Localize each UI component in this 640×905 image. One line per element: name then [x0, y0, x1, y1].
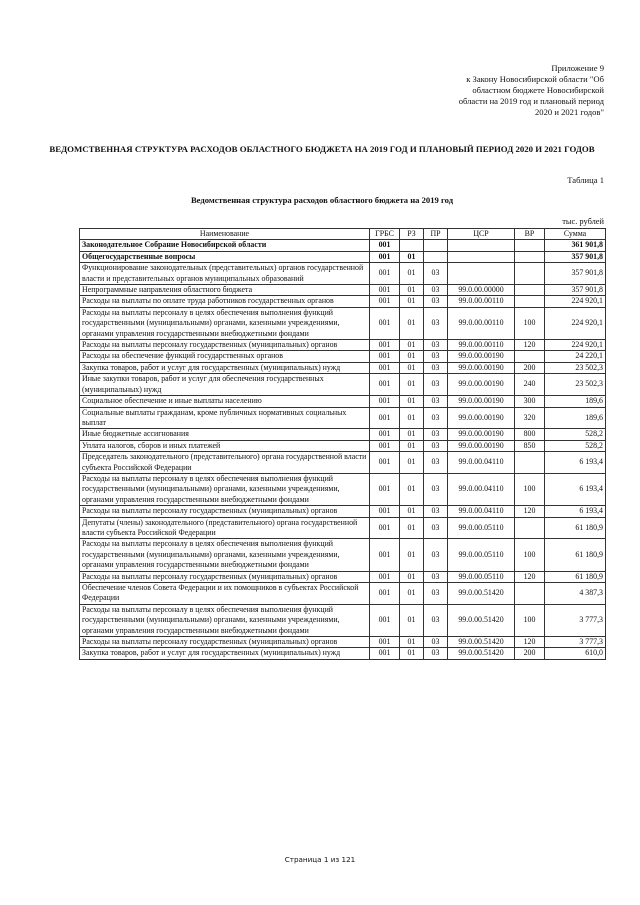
cell-csr: 99.0.00.00190: [448, 374, 515, 396]
cell-grbs: 001: [370, 251, 400, 262]
header-grbs: ГРБС: [370, 229, 400, 240]
cell-vr: 120: [515, 571, 545, 582]
cell-rz: 01: [400, 296, 424, 307]
cell-csr: 99.0.00.00190: [448, 440, 515, 451]
cell-pr: 03: [424, 429, 448, 440]
cell-name: Расходы на обеспечение функций государственных органов: [80, 351, 370, 362]
table-row: [80, 539, 606, 571]
cell-grbs: 001: [370, 637, 400, 648]
table-row: [80, 637, 606, 648]
cell-vr: 200: [515, 648, 545, 659]
table-body: [80, 240, 606, 659]
cell-vr: 120: [515, 340, 545, 351]
table-row: [80, 506, 606, 517]
cell-name: Иные закупки товаров, работ и услуг для обеспечения государственных (муниципальных) нужд: [80, 374, 370, 396]
cell-grbs: 001: [370, 263, 400, 285]
cell-sum: 610,0: [545, 648, 606, 659]
table-header-row: [80, 229, 606, 240]
cell-sum: 61 180,9: [545, 517, 606, 539]
table-number: Таблица 1: [567, 175, 604, 185]
table-row: [80, 374, 606, 396]
cell-sum: 6 193,4: [545, 473, 606, 505]
header-csr: ЦСР: [448, 229, 515, 240]
cell-rz: 01: [400, 506, 424, 517]
cell-rz: 01: [400, 407, 424, 429]
cell-rz: 01: [400, 429, 424, 440]
cell-grbs: 001: [370, 362, 400, 373]
cell-vr: [515, 285, 545, 296]
cell-pr: [424, 240, 448, 251]
table-row: [80, 571, 606, 582]
table-row: [80, 583, 606, 605]
cell-name: Расходы на выплаты по оплате труда работников государственных органов: [80, 296, 370, 307]
cell-csr: 99.0.00.05110: [448, 571, 515, 582]
cell-vr: 100: [515, 473, 545, 505]
cell-grbs: 001: [370, 307, 400, 339]
cell-rz: 01: [400, 452, 424, 474]
cell-name: Обеспечение членов Совета Федерации и их помощников в субъектах Российской Федерации: [80, 583, 370, 605]
cell-vr: 320: [515, 407, 545, 429]
appendix-line: 2020 и 2021 годов": [534, 107, 604, 117]
cell-grbs: 001: [370, 506, 400, 517]
table-row: [80, 473, 606, 505]
table-row: [80, 340, 606, 351]
cell-grbs: 001: [370, 407, 400, 429]
table-row: [80, 285, 606, 296]
table-row: [80, 396, 606, 407]
cell-vr: 120: [515, 506, 545, 517]
cell-pr: 03: [424, 307, 448, 339]
cell-pr: 03: [424, 473, 448, 505]
cell-sum: 361 901,8: [545, 240, 606, 251]
table-row: [80, 362, 606, 373]
cell-pr: 03: [424, 396, 448, 407]
cell-name: Иные бюджетные ассигнования: [80, 429, 370, 440]
cell-grbs: 001: [370, 396, 400, 407]
cell-sum: 61 180,9: [545, 571, 606, 582]
cell-name: Уплата налогов, сборов и иных платежей: [80, 440, 370, 451]
cell-sum: 224 920,1: [545, 307, 606, 339]
table-row: [80, 517, 606, 539]
cell-vr: 100: [515, 307, 545, 339]
cell-csr: 99.0.00.04110: [448, 506, 515, 517]
header-pr: ПР: [424, 229, 448, 240]
table-row: [80, 407, 606, 429]
cell-sum: 23 502,3: [545, 362, 606, 373]
cell-pr: 03: [424, 648, 448, 659]
cell-pr: 03: [424, 452, 448, 474]
cell-vr: [515, 452, 545, 474]
cell-sum: 189,6: [545, 407, 606, 429]
cell-grbs: 001: [370, 452, 400, 474]
cell-name: Непрограммные направления областного бюджета: [80, 285, 370, 296]
cell-csr: 99.0.00.00000: [448, 285, 515, 296]
cell-grbs: 001: [370, 340, 400, 351]
cell-rz: 01: [400, 637, 424, 648]
cell-vr: 100: [515, 539, 545, 571]
document-title: ВЕДОМСТВЕННАЯ СТРУКТУРА РАСХОДОВ ОБЛАСТНОГО БЮДЖЕТА НА 2019 ГОД И ПЛАНОВЫЙ ПЕРИОД 2020 И 2021 ГОДОВ: [49, 144, 595, 154]
table-row: [80, 251, 606, 262]
cell-csr: 99.0.00.51420: [448, 604, 515, 636]
cell-vr: 850: [515, 440, 545, 451]
budget-table: [79, 228, 606, 660]
table-row: [80, 240, 606, 251]
cell-rz: [400, 240, 424, 251]
cell-sum: 3 777,3: [545, 637, 606, 648]
cell-sum: 61 180,9: [545, 539, 606, 571]
cell-grbs: 001: [370, 285, 400, 296]
cell-vr: [515, 517, 545, 539]
cell-csr: 99.0.00.00190: [448, 429, 515, 440]
cell-pr: 03: [424, 407, 448, 429]
header-vr: ВР: [515, 229, 545, 240]
cell-vr: 100: [515, 604, 545, 636]
cell-name: Расходы на выплаты персоналу в целях обеспечения выполнения функций государственными (муниципальными) органами, казенными учреждениями, органами управления государственными внебюджетными фондами: [80, 604, 370, 636]
cell-name: Социальные выплаты гражданам, кроме публичных нормативных социальных выплат: [80, 407, 370, 429]
cell-rz: 01: [400, 307, 424, 339]
cell-name: Депутаты (члены) законодательного (представительного) органа государственной власти субъекта Российской Федерации: [80, 517, 370, 539]
cell-pr: 03: [424, 539, 448, 571]
cell-sum: 357 901,8: [545, 263, 606, 285]
cell-pr: 03: [424, 351, 448, 362]
cell-vr: [515, 296, 545, 307]
cell-name: Закупка товаров, работ и услуг для государственных (муниципальных) нужд: [80, 648, 370, 659]
cell-sum: 3 777,3: [545, 604, 606, 636]
cell-name: Расходы на выплаты персоналу в целях обеспечения выполнения функций государственными (муниципальными) органами, казенными учреждениями, органами управления государственными внебюджетными фондами: [80, 307, 370, 339]
cell-name: Расходы на выплаты персоналу в целях обеспечения выполнения функций государственными (муниципальными) органами, казенными учреждениями, органами управления государственными внебюджетными фондами: [80, 539, 370, 571]
appendix-line: областном бюджете Новосибирской: [472, 85, 604, 95]
cell-rz: 01: [400, 473, 424, 505]
cell-rz: 01: [400, 440, 424, 451]
cell-grbs: 001: [370, 296, 400, 307]
cell-grbs: 001: [370, 440, 400, 451]
page-footer: Страница 1 из 121: [284, 855, 356, 864]
cell-rz: 01: [400, 648, 424, 659]
cell-grbs: 001: [370, 517, 400, 539]
cell-name: Председатель законодательного (представительного) органа государственной власти субъекта Российской Федерации: [80, 452, 370, 474]
cell-csr: 99.0.00.00190: [448, 396, 515, 407]
cell-grbs: 001: [370, 374, 400, 396]
cell-vr: 300: [515, 396, 545, 407]
table-row: [80, 307, 606, 339]
cell-grbs: 001: [370, 429, 400, 440]
cell-grbs: 001: [370, 583, 400, 605]
cell-sum: 4 387,3: [545, 583, 606, 605]
cell-rz: 01: [400, 539, 424, 571]
cell-rz: 01: [400, 583, 424, 605]
cell-pr: 03: [424, 296, 448, 307]
cell-pr: 03: [424, 340, 448, 351]
cell-name: Общегосударственные вопросы: [80, 251, 370, 262]
cell-sum: 357 901,8: [545, 251, 606, 262]
cell-vr: [515, 251, 545, 262]
cell-pr: [424, 251, 448, 262]
cell-vr: 120: [515, 637, 545, 648]
cell-grbs: 001: [370, 571, 400, 582]
cell-name: Расходы на выплаты персоналу государственных (муниципальных) органов: [80, 340, 370, 351]
cell-name: Расходы на выплаты персоналу государственных (муниципальных) органов: [80, 637, 370, 648]
cell-sum: 224 920,1: [545, 340, 606, 351]
cell-pr: 03: [424, 571, 448, 582]
cell-csr: [448, 263, 515, 285]
cell-rz: 01: [400, 374, 424, 396]
appendix-block: [400, 63, 604, 118]
appendix-line: к Закону Новосибирской области "Об: [466, 74, 604, 84]
table-row: [80, 351, 606, 362]
cell-sum: 528,2: [545, 429, 606, 440]
cell-name: Функционирование законодательных (представительных) органов государственной власти и представительных органов муниципальных образований: [80, 263, 370, 285]
table-row: [80, 440, 606, 451]
cell-vr: 800: [515, 429, 545, 440]
cell-vr: [515, 583, 545, 605]
cell-rz: 01: [400, 517, 424, 539]
table-row: [80, 429, 606, 440]
table-row: [80, 452, 606, 474]
cell-vr: [515, 263, 545, 285]
cell-grbs: 001: [370, 604, 400, 636]
cell-csr: 99.0.00.51420: [448, 648, 515, 659]
table-row: [80, 604, 606, 636]
cell-name: Социальное обеспечение и иные выплаты населению: [80, 396, 370, 407]
cell-sum: 189,6: [545, 396, 606, 407]
table-title: Ведомственная структура расходов областного бюджета на 2019 год: [190, 195, 454, 205]
cell-rz: 01: [400, 362, 424, 373]
cell-sum: 6 193,4: [545, 506, 606, 517]
cell-pr: 03: [424, 362, 448, 373]
cell-rz: 01: [400, 263, 424, 285]
cell-csr: [448, 251, 515, 262]
table-row: [80, 263, 606, 285]
cell-csr: 99.0.00.00190: [448, 351, 515, 362]
cell-rz: 01: [400, 340, 424, 351]
cell-sum: 23 502,3: [545, 374, 606, 396]
cell-pr: 03: [424, 517, 448, 539]
header-rz: РЗ: [400, 229, 424, 240]
cell-csr: 99.0.00.05110: [448, 539, 515, 571]
cell-rz: 01: [400, 604, 424, 636]
cell-csr: 99.0.00.00110: [448, 340, 515, 351]
cell-grbs: 001: [370, 351, 400, 362]
cell-pr: 03: [424, 506, 448, 517]
cell-grbs: 001: [370, 473, 400, 505]
cell-name: Расходы на выплаты персоналу государственных (муниципальных) органов: [80, 506, 370, 517]
cell-rz: 01: [400, 571, 424, 582]
units-label: тыс. рублей: [562, 217, 604, 226]
cell-pr: 03: [424, 637, 448, 648]
cell-vr: 200: [515, 362, 545, 373]
cell-name: Законодательное Собрание Новосибирской области: [80, 240, 370, 251]
cell-pr: 03: [424, 604, 448, 636]
cell-pr: 03: [424, 263, 448, 285]
cell-name: Расходы на выплаты персоналу государственных (муниципальных) органов: [80, 571, 370, 582]
header-sum: Сумма: [545, 229, 606, 240]
cell-vr: [515, 351, 545, 362]
cell-rz: 01: [400, 251, 424, 262]
cell-csr: 99.0.00.04110: [448, 473, 515, 505]
cell-csr: 99.0.00.00110: [448, 307, 515, 339]
table-row: [80, 648, 606, 659]
cell-csr: 99.0.00.04110: [448, 452, 515, 474]
cell-sum: 357 901,8: [545, 285, 606, 296]
cell-vr: [515, 240, 545, 251]
cell-csr: 99.0.00.00190: [448, 407, 515, 429]
cell-csr: 99.0.00.51420: [448, 637, 515, 648]
cell-name: Закупка товаров, работ и услуг для государственных (муниципальных) нужд: [80, 362, 370, 373]
cell-rz: 01: [400, 351, 424, 362]
cell-vr: 240: [515, 374, 545, 396]
cell-csr: 99.0.00.00110: [448, 296, 515, 307]
cell-sum: 528,2: [545, 440, 606, 451]
cell-sum: 224 920,1: [545, 296, 606, 307]
cell-pr: 03: [424, 285, 448, 296]
header-name: Наименование: [80, 229, 370, 240]
cell-sum: 24 220,1: [545, 351, 606, 362]
cell-rz: 01: [400, 285, 424, 296]
appendix-line: области на 2019 год и плановый период: [458, 96, 604, 106]
cell-pr: 03: [424, 374, 448, 396]
cell-pr: 03: [424, 583, 448, 605]
cell-sum: 6 193,4: [545, 452, 606, 474]
cell-csr: 99.0.00.00190: [448, 362, 515, 373]
cell-csr: 99.0.00.05110: [448, 517, 515, 539]
cell-grbs: 001: [370, 648, 400, 659]
table-row: [80, 296, 606, 307]
cell-name: Расходы на выплаты персоналу в целях обеспечения выполнения функций государственными (муниципальными) органами, казенными учреждениями, органами управления государственными внебюджетными фондами: [80, 473, 370, 505]
cell-rz: 01: [400, 396, 424, 407]
cell-pr: 03: [424, 440, 448, 451]
cell-grbs: 001: [370, 240, 400, 251]
appendix-line: Приложение 9: [551, 63, 604, 73]
cell-csr: 99.0.00.51420: [448, 583, 515, 605]
cell-grbs: 001: [370, 539, 400, 571]
cell-csr: [448, 240, 515, 251]
